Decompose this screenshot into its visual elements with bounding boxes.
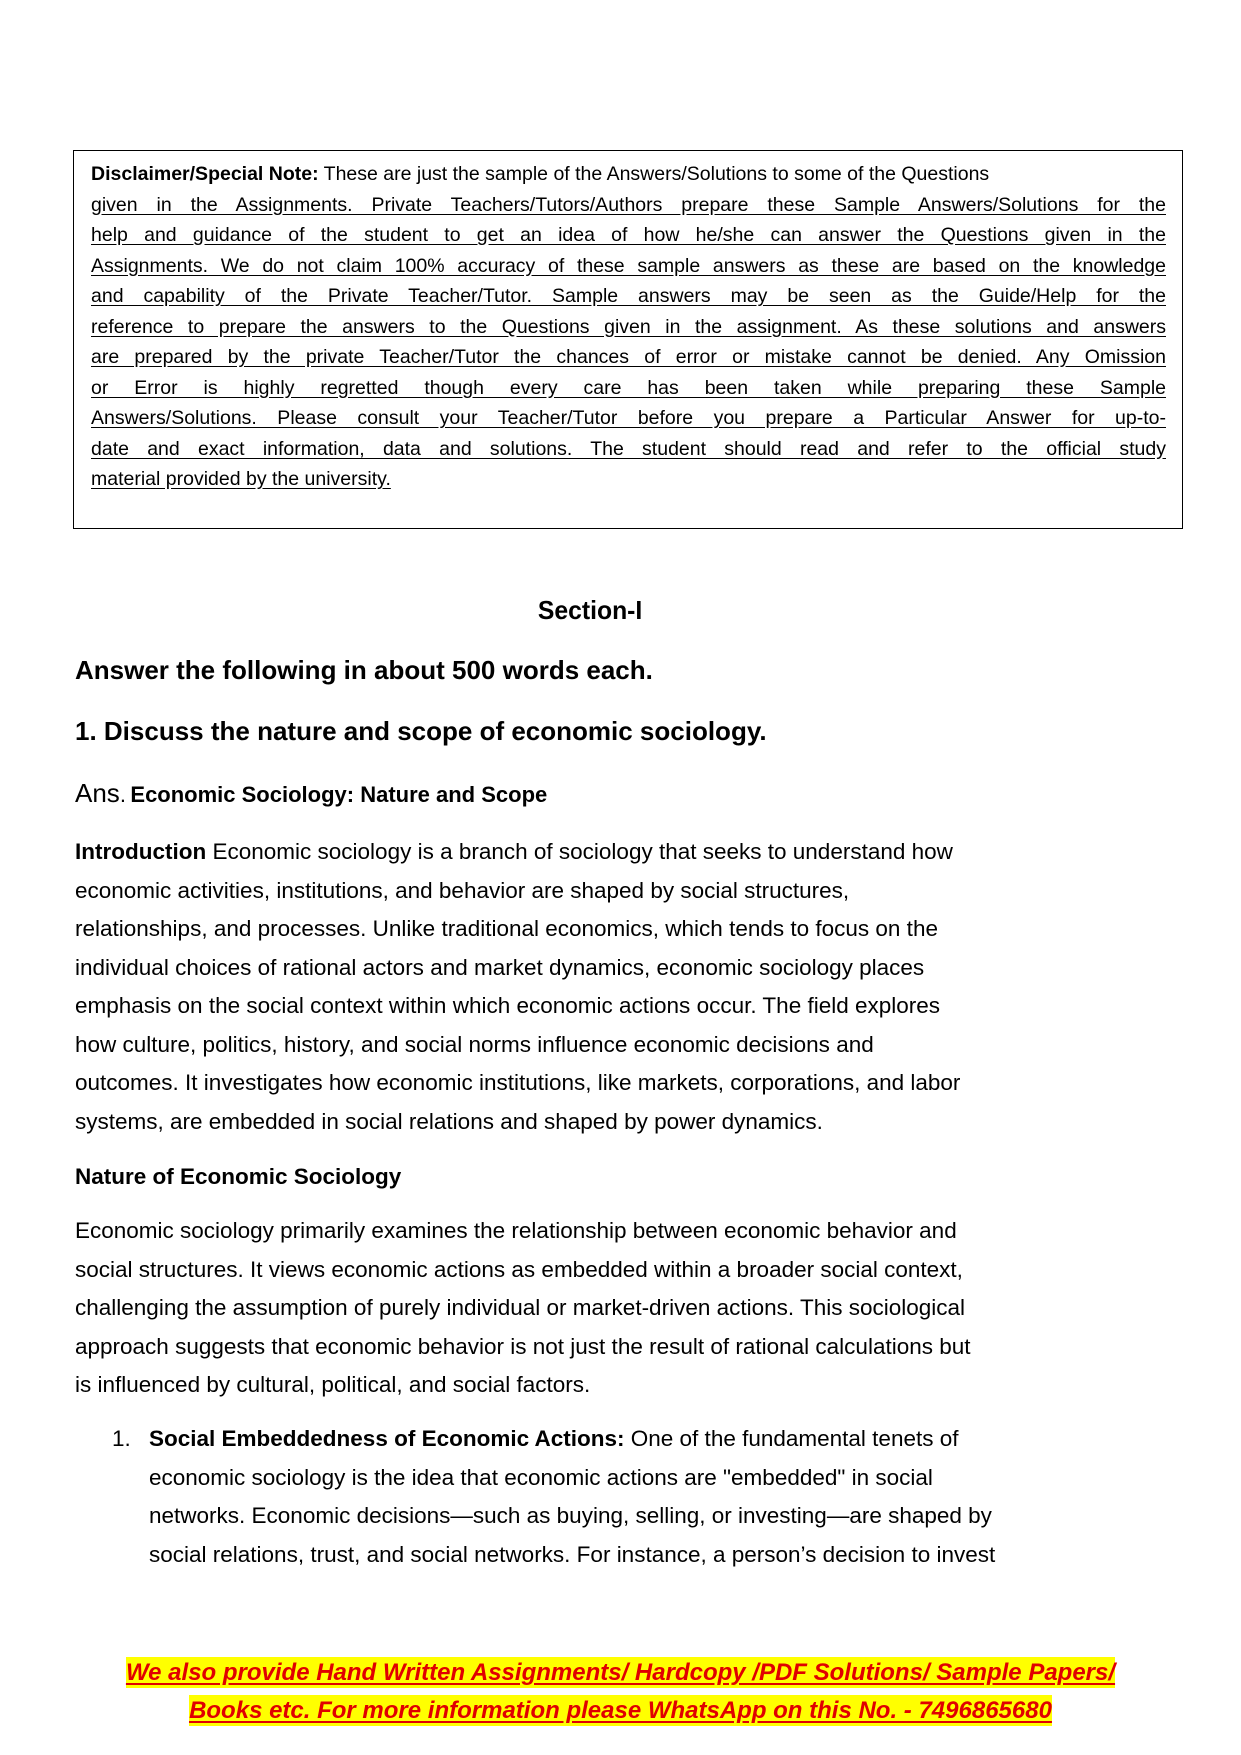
- intro-line: systems, are embedded in social relations and shaped by power dynamics.: [75, 1108, 823, 1134]
- intro-line: Introduction Economic sociology is a branch of sociology that seeks to understand how: [75, 839, 953, 864]
- disclaimer-line: help and guidance of the student to get an idea of how he/she can answer the Questions given in the: [91, 224, 1166, 246]
- list-item-line: economic sociology is the idea that economic actions are "embedded" in social: [149, 1464, 933, 1490]
- disclaimer-line: material provided by the university.: [91, 468, 391, 490]
- answer-heading: Ans. Economic Sociology: Nature and Scope: [75, 778, 548, 808]
- nature-line: approach suggests that economic behavior is not just the result of rational calculations but: [75, 1333, 971, 1359]
- footer-promo-text-1: We also provide Hand Written Assignments/ Hardcopy /PDF Solutions/ Sample Papers/: [125, 1659, 1116, 1686]
- list-item-label: Social Embeddedness of Economic Actions:: [149, 1426, 625, 1451]
- intro-line: individual choices of rational actors and market dynamics, economic sociology places: [75, 954, 925, 980]
- question-heading: 1. Discuss the nature and scope of economic sociology.: [75, 716, 767, 746]
- intro-line: outcomes. It investigates how economic institutions, like markets, corporations, and labor: [75, 1070, 961, 1095]
- disclaimer-line: reference to prepare the answers to the Questions given in the assignment. As these solutions and answers: [91, 315, 1166, 338]
- disclaimer-line: Disclaimer/Special Note: These are just the sample of the Answers/Solutions to some of the Questions: [91, 163, 990, 185]
- intro-line: relationships, and processes. Unlike traditional economics, which tends to focus on the: [75, 916, 938, 941]
- nature-line: challenging the assumption of purely individual or market-driven actions. This sociological: [75, 1295, 966, 1320]
- answer-title: Economic Sociology: Nature and Scope: [130, 782, 548, 807]
- disclaimer-line: Assignments. We do not claim 100% accuracy of these sample answers as these are based on the knowledge: [91, 254, 1166, 277]
- disclaimer-line: Answers/Solutions. Please consult your Teacher/Tutor before you prepare a Particular Answer for up-to-: [91, 407, 1166, 429]
- list-number: 1.: [112, 1426, 131, 1451]
- list-item-line: Social Embeddedness of Economic Actions: One of the fundamental tenets of: [149, 1426, 959, 1451]
- disclaimer-label: Disclaimer/Special Note:: [91, 163, 319, 185]
- nature-line: social structures. It views economic actions as embedded within a broader social context,: [75, 1256, 963, 1282]
- disclaimer-line: are prepared by the private Teacher/Tutor the chances of error or mistake cannot be denied. Any Omission: [91, 346, 1166, 368]
- answer-prefix: Ans: [75, 778, 120, 808]
- intro-line: economic activities, institutions, and behavior are shaped by social structures,: [75, 877, 850, 903]
- nature-line: Economic sociology primarily examines the relationship between economic behavior and: [75, 1218, 957, 1243]
- footer-line-2: [0, 1697, 1241, 1725]
- list-item-line: networks. Economic decisions—such as buying, selling, or investing—are shaped by: [149, 1503, 992, 1528]
- footer-line-1: [0, 1659, 1241, 1687]
- section-title: Section-I: [537, 595, 643, 625]
- intro-label: Introduction: [75, 839, 207, 864]
- footer-promo-text-2: Books etc. For more information please WhatsApp on this No. - 7496865680: [189, 1697, 1052, 1724]
- list-item-line: social relations, trust, and social networks. For instance, a person’s decision to invest: [149, 1541, 996, 1567]
- disclaimer-line: date and exact information, data and solutions. The student should read and refer to the official study: [91, 437, 1166, 460]
- disclaimer-line: given in the Assignments. Private Teachers/Tutors/Authors prepare these Sample Answers/Solutions for the: [91, 193, 1166, 216]
- intro-line: emphasis on the social context within which economic actions occur. The field explores: [75, 993, 941, 1018]
- instruction-heading: Answer the following in about 500 words each.: [75, 655, 653, 685]
- nature-heading: Nature of Economic Sociology: [75, 1164, 402, 1189]
- intro-line: how culture, politics, history, and social norms influence economic decisions and: [75, 1031, 874, 1057]
- disclaimer-line: or Error is highly regretted though every care has been taken while preparing these Sample: [91, 376, 1166, 399]
- disclaimer-line: and capability of the Private Teacher/Tutor. Sample answers may be seen as the Guide/Help for the: [91, 285, 1166, 307]
- nature-line: is influenced by cultural, political, and social factors.: [75, 1372, 591, 1397]
